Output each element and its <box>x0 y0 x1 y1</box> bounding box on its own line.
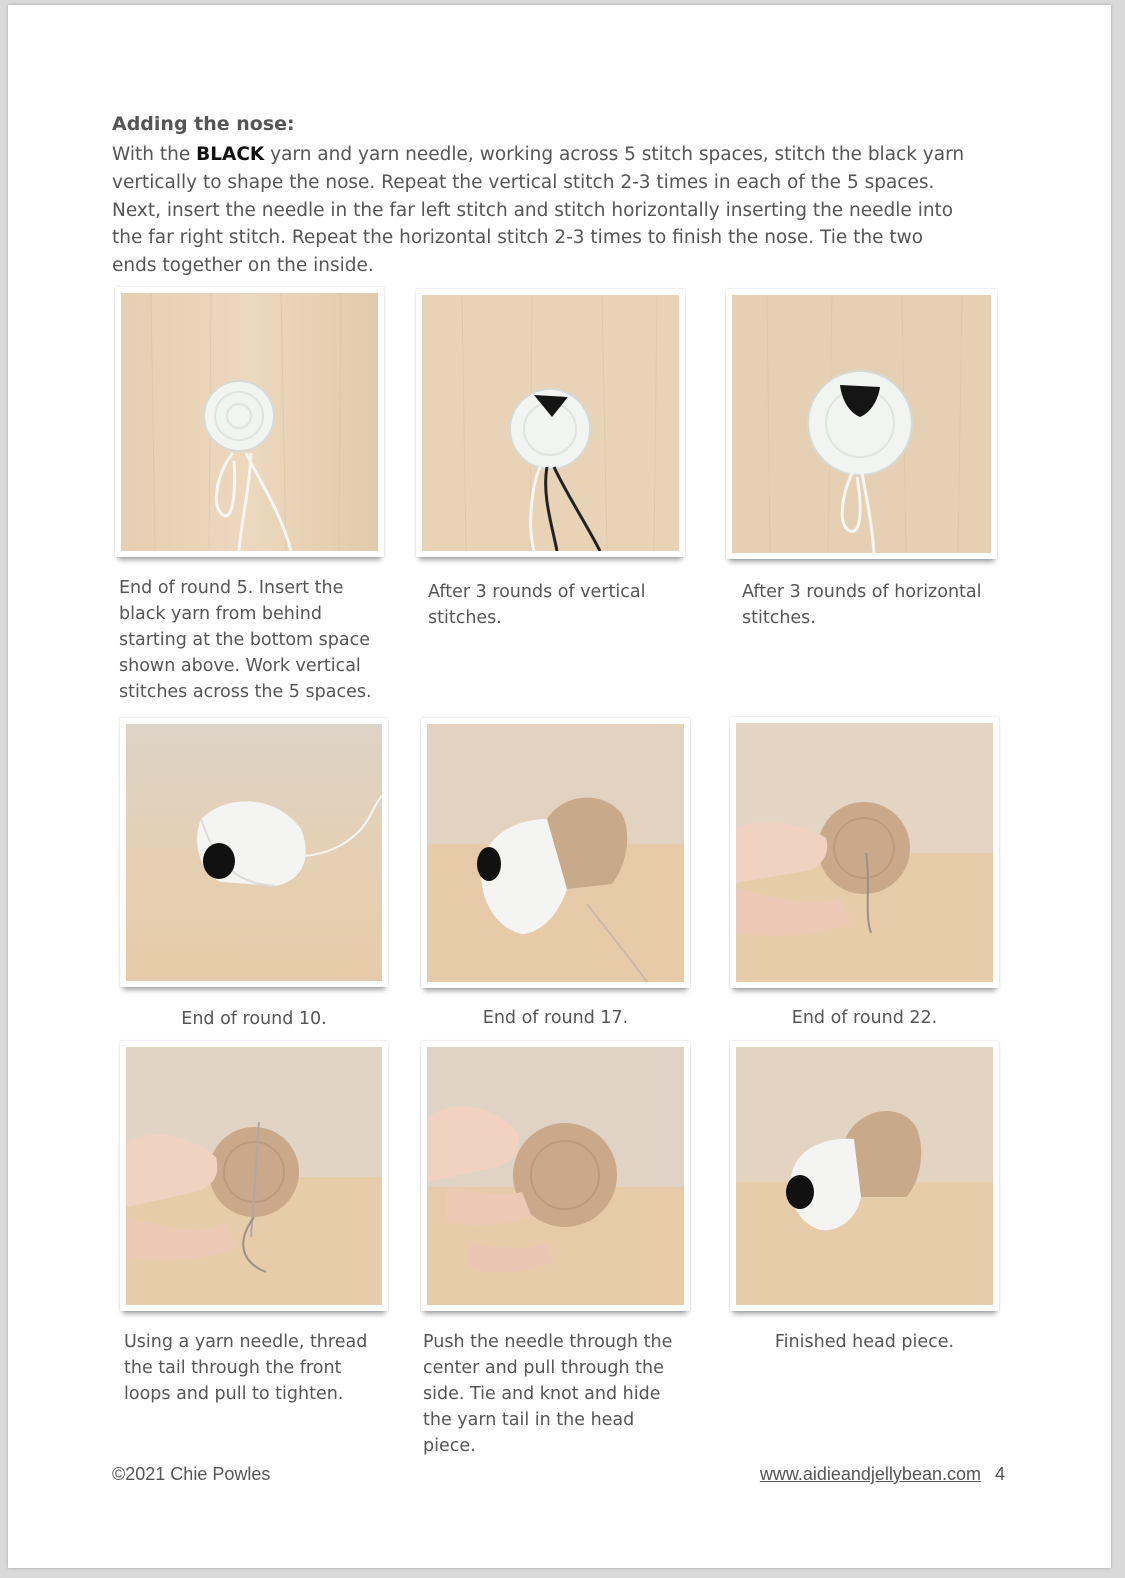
intro-paragraph <box>112 141 972 280</box>
photo-push-needle <box>421 1041 690 1311</box>
intro-text-start: With the <box>112 144 197 165</box>
caption-round-5: End of round 5. Insert the black yarn from behind starting at the bottom space shown above. Work vertical stitches across the 5 spaces. <box>119 578 372 702</box>
photo-round-17 <box>421 718 690 988</box>
document-page <box>8 5 1111 1568</box>
caption-round-22: End of round 22. <box>791 1008 938 1028</box>
website-link[interactable]: www.aidieandjellybean.com <box>759 1464 981 1484</box>
photo-round-10 <box>120 718 388 987</box>
caption-push-needle: Push the needle through the center and pull through the side. Tie and knot and hide the yarn tail in the head piece. <box>423 1332 673 1456</box>
intro-bold-word: BLACK <box>196 144 265 165</box>
photo-horizontal-stitches <box>726 289 997 559</box>
photo-round-22 <box>730 717 999 988</box>
photo-vertical-stitches <box>416 289 685 557</box>
intro-text-rest: yarn and yarn needle, working across 5 stitch spaces, stitch the black yarn vertically to shape the nose. Repeat the vertical stitch 2-3 times in each of the 5 spaces. Next, insert the needle in the far left stitch and stitch horizontally inserting the needle into the far right stitch. Repeat the horizontal stitch 2-3 times to finish the nose. Tie the two ends together on the inside. <box>112 144 965 277</box>
footer-copyright: ©2021 Chie Powles <box>112 1464 271 1484</box>
caption-round-17: End of round 17. <box>482 1008 629 1028</box>
caption-horizontal-stitches: After 3 rounds of horizontal stitches. <box>742 582 982 628</box>
section-heading: Adding the nose: <box>112 113 295 135</box>
caption-round-10: End of round 10. <box>181 1009 327 1029</box>
caption-vertical-stitches: After 3 rounds of vertical stitches. <box>428 582 646 628</box>
photo-thread-tail <box>120 1041 388 1311</box>
photo-round-5 <box>115 287 384 557</box>
page-number: 4 <box>994 1464 1005 1484</box>
photo-finished-head <box>730 1041 999 1311</box>
footer-right <box>760 1464 1005 1485</box>
caption-thread-tail: Using a yarn needle, thread the tail through the front loops and pull to tighten. <box>124 1332 368 1404</box>
caption-finished-head: Finished head piece. <box>774 1332 955 1352</box>
